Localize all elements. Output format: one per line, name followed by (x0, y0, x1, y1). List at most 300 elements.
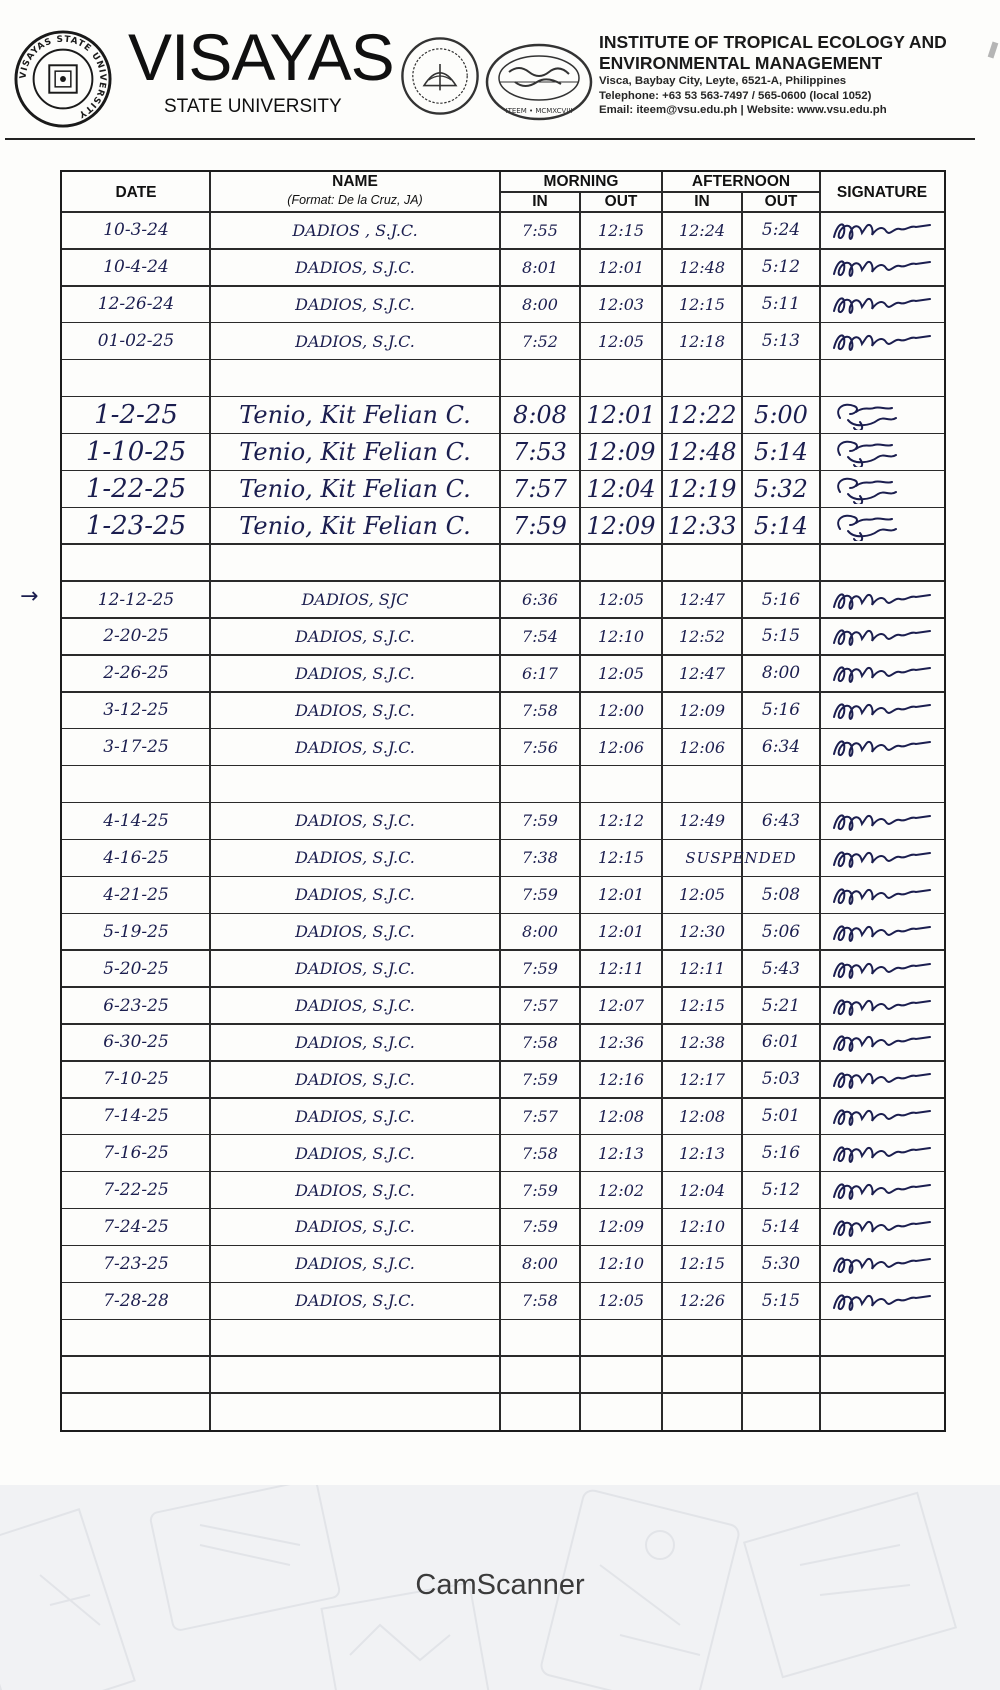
signature-dadios-scribble (830, 1101, 934, 1131)
date-cell: 10-3-24 (103, 220, 169, 241)
signature-dadios-scribble (830, 917, 934, 947)
afternoon-in-cell: 12:08 (678, 1106, 726, 1126)
morning-in-cell: 7:59 (522, 1069, 558, 1089)
date-cell: 6-30-25 (103, 1032, 169, 1053)
name-cell (210, 360, 500, 397)
date-cell: 01-02-25 (97, 331, 175, 352)
name-cell: DADIOS, S.J.C. (295, 1143, 415, 1163)
morning-out-cell: 12:02 (597, 1180, 645, 1200)
morning-out-cell: 12:09 (597, 1217, 645, 1237)
university-title: VISAYAS (128, 20, 394, 94)
university-subtitle: STATE UNIVERSITY (164, 96, 342, 117)
name-cell (210, 1356, 500, 1393)
morning-in-cell: 6:36 (522, 590, 558, 610)
morning-out-cell: 12:01 (597, 922, 645, 942)
date-cell: 4-14-25 (103, 810, 169, 831)
signature-cell (820, 212, 944, 249)
morning-in-cell: 7:59 (522, 811, 558, 831)
morning-in-cell (500, 360, 580, 397)
name-cell (210, 1319, 500, 1356)
institute-address: Visca, Baybay City, Leyte, 6521-A, Philippines (599, 75, 847, 87)
date-cell: 5-20-25 (103, 958, 169, 979)
table-row (62, 1172, 944, 1209)
date-cell: 5-19-25 (103, 921, 169, 942)
afternoon-in-cell: 12:18 (678, 331, 726, 351)
name-cell: Tenio, Kit Felian C. (239, 474, 471, 503)
iteem-seal-logo (485, 42, 593, 122)
name-cell: DADIOS, S.J.C. (295, 996, 415, 1016)
name-cell: DADIOS, S.J.C. (295, 663, 415, 683)
table-row (62, 1356, 944, 1393)
date-cell: 1-10-25 (85, 436, 187, 467)
table-row (62, 212, 944, 249)
afternoon-out-cell: 5:14 (754, 437, 808, 466)
afternoon-in-cell (662, 1356, 742, 1393)
date-cell: 1-2-25 (94, 399, 178, 430)
afternoon-out-cell: 5:24 (761, 220, 801, 241)
morning-out-cell: 12:01 (597, 257, 645, 277)
signature-cell (820, 1282, 944, 1319)
afternoon-out-cell (742, 360, 820, 397)
afternoon-out-cell: 5:43 (761, 958, 801, 979)
scanner-footer (0, 1485, 1000, 1690)
date-cell: 7-16-25 (103, 1143, 169, 1164)
signature-cell (820, 286, 944, 323)
afternoon-in-cell: 12:10 (678, 1217, 726, 1237)
date-cell: 7-28-28 (103, 1290, 169, 1311)
signature-dadios-scribble (830, 215, 934, 245)
signature-dadios-scribble (830, 1286, 934, 1316)
afternoon-out-cell: 5:00 (754, 400, 808, 429)
morning-out-cell: 12:10 (597, 626, 645, 646)
afternoon-out-cell (742, 1356, 820, 1393)
afternoon-out-cell: 5:06 (761, 921, 801, 942)
morning-out-cell (580, 766, 662, 803)
name-cell: DADIOS, S.J.C. (295, 922, 415, 942)
morning-in-cell (500, 766, 580, 803)
signature-dadios-scribble (830, 991, 934, 1021)
afternoon-in-cell: 12:48 (667, 437, 737, 466)
table-row (62, 507, 944, 544)
morning-out-cell: 12:13 (597, 1143, 645, 1163)
morning-in-cell: 6:17 (522, 663, 558, 683)
morning-in-cell: 8:00 (522, 922, 558, 942)
afternoon-out-cell: 5:14 (754, 511, 808, 540)
name-cell: DADIOS, S.J.C. (295, 1106, 415, 1126)
date-cell: 10-4-24 (103, 257, 169, 278)
signature-cell (820, 323, 944, 360)
afternoon-in-cell: 12:52 (678, 626, 726, 646)
name-cell: DADIOS, S.J.C. (295, 848, 415, 868)
morning-in-cell: 7:57 (522, 1106, 558, 1126)
afternoon-in-cell (662, 766, 742, 803)
morning-out-cell: 12:00 (597, 700, 645, 720)
signature-cell (820, 1135, 944, 1172)
name-cell: DADIOS, S.J.C. (295, 331, 415, 351)
table-row (62, 692, 944, 729)
morning-out-cell: 12:36 (597, 1032, 645, 1052)
name-cell: DADIOS, S.J.C. (295, 257, 415, 277)
college-seal-logo (400, 36, 480, 116)
morning-out-cell (580, 360, 662, 397)
date-cell: 2-20-25 (103, 626, 169, 647)
signature-dadios-scribble (830, 880, 934, 910)
morning-out-cell (580, 1319, 662, 1356)
signature-dadios-scribble (830, 326, 934, 356)
date-cell: 12-12-25 (97, 589, 175, 610)
signature-dadios-scribble (830, 1064, 934, 1094)
signature-cell (820, 655, 944, 692)
name-cell: DADIOS, S.J.C. (295, 1254, 415, 1274)
morning-out-cell: 12:01 (597, 885, 645, 905)
name-cell: DADIOS, SJC (301, 590, 409, 610)
morning-in-cell: 7:55 (522, 220, 558, 240)
date-cell: 4-21-25 (103, 884, 169, 905)
name-cell: DADIOS , S.J.C. (292, 220, 418, 240)
signature-cell (820, 729, 944, 766)
date-cell: 12-26-24 (97, 294, 175, 315)
table-row (62, 544, 944, 581)
afternoon-out-cell (742, 1319, 820, 1356)
date-cell: 7-22-25 (103, 1180, 169, 1201)
morning-in-cell: 8:01 (522, 257, 558, 277)
afternoon-out-cell: 5:32 (754, 474, 808, 503)
afternoon-out-cell: 5:16 (761, 1143, 801, 1164)
table-row (62, 766, 944, 803)
afternoon-out-cell (742, 1393, 820, 1430)
table-row (62, 950, 944, 987)
morning-in-cell: 7:57 (522, 996, 558, 1016)
afternoon-in-cell: 12:33 (667, 511, 737, 540)
vsu-seal-logo (14, 30, 112, 128)
morning-out-cell: 12:04 (586, 474, 656, 503)
afternoon-out-cell: 5:30 (761, 1253, 801, 1274)
afternoon-in-cell: 12:38 (678, 1032, 726, 1052)
name-cell: DADIOS, S.J.C. (295, 294, 415, 314)
morning-in-cell: 7:52 (522, 331, 558, 351)
signature-cell (820, 433, 944, 470)
afternoon-out-cell: 5:14 (761, 1216, 801, 1237)
morning-out-cell: 12:03 (597, 294, 645, 314)
signature-dadios-scribble (830, 1138, 934, 1168)
afternoon-out-cell: 6:34 (761, 737, 801, 758)
signature-tenio-scribble (830, 400, 934, 430)
date-cell (62, 766, 210, 803)
afternoon-in-cell: 12:26 (678, 1291, 726, 1311)
date-cell: 1-22-25 (85, 473, 187, 504)
afternoon-in-cell: 12:47 (678, 663, 726, 683)
morning-in-cell: 7:53 (513, 437, 567, 466)
afternoon-in-cell: 12:15 (678, 1254, 726, 1274)
morning-out-cell: 12:09 (586, 437, 656, 466)
header-afternoon-out: OUT (764, 193, 798, 210)
signature-cell (820, 1172, 944, 1209)
name-cell (210, 544, 500, 581)
afternoon-out-cell: 5:21 (761, 995, 801, 1016)
morning-out-cell: 12:15 (597, 220, 645, 240)
signature-dadios-scribble (830, 289, 934, 319)
afternoon-in-cell: 12:24 (678, 220, 726, 240)
morning-in-cell (500, 1319, 580, 1356)
afternoon-in-cell: 12:30 (678, 922, 726, 942)
table-row (62, 655, 944, 692)
afternoon-in-cell (662, 1319, 742, 1356)
date-cell: 1-23-25 (85, 510, 187, 541)
morning-in-cell: 7:58 (522, 1032, 558, 1052)
morning-in-cell: 7:59 (522, 959, 558, 979)
morning-out-cell: 12:07 (597, 996, 645, 1016)
morning-out-cell: 12:01 (586, 400, 656, 429)
date-cell: 4-16-25 (103, 847, 169, 868)
morning-in-cell: 8:00 (522, 1254, 558, 1274)
signature-tenio-scribble (830, 474, 934, 504)
institute-name: INSTITUTE OF TROPICAL ECOLOGY AND ENVIRONMENTAL MANAGEMENT (599, 32, 947, 73)
morning-in-cell: 7:58 (522, 1291, 558, 1311)
name-cell: DADIOS, S.J.C. (295, 811, 415, 831)
signature-cell (820, 618, 944, 655)
table-row (62, 1061, 944, 1098)
morning-out-cell: 12:06 (597, 737, 645, 757)
morning-out-cell (580, 1393, 662, 1430)
table-row (62, 876, 944, 913)
morning-in-cell: 7:56 (522, 737, 558, 757)
table-row (62, 470, 944, 507)
name-cell: Tenio, Kit Felian C. (239, 400, 471, 429)
signature-cell (820, 839, 944, 876)
signature-cell (820, 507, 944, 544)
afternoon-out-cell: 5:15 (761, 626, 801, 647)
name-cell: DADIOS, S.J.C. (295, 1069, 415, 1089)
signature-dadios-scribble (830, 1249, 934, 1279)
morning-in-cell: 7:59 (522, 1217, 558, 1237)
signature-tenio-scribble (830, 511, 934, 541)
seal-ring-text: VISAYAS STATE UNIVERSITY (18, 34, 108, 120)
afternoon-in-cell: 12:49 (678, 811, 726, 831)
afternoon-out-cell: 5:12 (761, 257, 801, 278)
signature-cell (820, 1209, 944, 1246)
institute-telephone: Telephone: +63 53 563-7497 / 565-0600 (local 1052) (599, 89, 872, 102)
morning-out-cell: 12:05 (597, 663, 645, 683)
date-cell: 2-26-25 (103, 663, 169, 684)
table-row (62, 1135, 944, 1172)
camscanner-watermark: CamScanner (415, 1569, 585, 1601)
afternoon-out-cell (742, 544, 820, 581)
signature-dadios-scribble (830, 732, 934, 762)
signature-cell (820, 876, 944, 913)
name-cell: Tenio, Kit Felian C. (239, 511, 471, 540)
signature-dadios-scribble (830, 806, 934, 836)
morning-out-cell (580, 1356, 662, 1393)
table-row (62, 323, 944, 360)
signature-dadios-scribble (830, 843, 934, 873)
afternoon-out-cell (742, 766, 820, 803)
signature-dadios-scribble (830, 621, 934, 651)
signature-cell (820, 581, 944, 618)
afternoon-in-cell (662, 544, 742, 581)
row-marker-arrow-icon: → (20, 583, 39, 609)
signature-dadios-scribble (830, 1175, 934, 1205)
morning-in-cell: 7:54 (522, 626, 558, 646)
afternoon-in-cell: 12:48 (678, 257, 726, 277)
signature-cell (820, 692, 944, 729)
signature-cell (820, 470, 944, 507)
table-row (62, 1024, 944, 1061)
signature-tenio-scribble (830, 437, 934, 467)
signature-dadios-scribble (830, 1212, 934, 1242)
morning-in-cell: 7:59 (522, 885, 558, 905)
signature-dadios-scribble (830, 1027, 934, 1057)
morning-in-cell: 7:38 (522, 848, 558, 868)
afternoon-out-cell: 5:16 (761, 589, 801, 610)
morning-out-cell: 12:15 (597, 848, 645, 868)
morning-out-cell: 12:11 (597, 959, 645, 979)
name-cell: Tenio, Kit Felian C. (239, 437, 471, 466)
afternoon-out-cell: 8:00 (761, 663, 801, 684)
table-row (62, 1282, 944, 1319)
name-cell: DADIOS, S.J.C. (295, 1180, 415, 1200)
afternoon-in-cell: 12:13 (678, 1143, 726, 1163)
afternoon-in-cell: 12:17 (678, 1069, 726, 1089)
signature-cell (820, 1024, 944, 1061)
afternoon-out-cell: 6:43 (761, 810, 801, 831)
afternoon-out-cell: 6:01 (761, 1032, 801, 1053)
table-row (62, 987, 944, 1024)
signature-cell (820, 249, 944, 286)
afternoon-in-cell: 12:09 (678, 700, 726, 720)
morning-in-cell: 8:00 (522, 294, 558, 314)
afternoon-in-cell: 12:19 (667, 474, 737, 503)
signature-cell (820, 803, 944, 840)
date-cell (62, 1393, 210, 1430)
date-cell (62, 360, 210, 397)
signature-cell (820, 913, 944, 950)
signature-cell (820, 397, 944, 434)
date-cell: 6-23-25 (103, 995, 169, 1016)
table-row (62, 286, 944, 323)
morning-out-cell: 12:05 (597, 1291, 645, 1311)
date-cell: 7-10-25 (103, 1069, 169, 1090)
date-cell: 3-17-25 (103, 737, 169, 758)
signature-dadios-scribble (830, 695, 934, 725)
afternoon-in-cell (662, 1393, 742, 1430)
header-afternoon: AFTERNOON (691, 173, 791, 190)
morning-out-cell: 12:12 (597, 811, 645, 831)
signature-dadios-scribble (830, 954, 934, 984)
morning-in-cell: 7:58 (522, 1143, 558, 1163)
morning-in-cell (500, 544, 580, 581)
signature-dadios-scribble (830, 252, 934, 282)
date-cell (62, 1319, 210, 1356)
afternoon-in-cell: 12:11 (678, 959, 726, 979)
morning-in-cell: 7:59 (522, 1180, 558, 1200)
afternoon-in-cell: 12:15 (678, 294, 726, 314)
header-divider (5, 138, 975, 140)
table-row (62, 433, 944, 470)
date-cell: 3-12-25 (103, 700, 169, 721)
table-row (62, 249, 944, 286)
header-name-format: (Format: De la Cruz, JA) (287, 193, 423, 207)
iteem-seal-text: ITEEM • MCMXCVIII (505, 107, 573, 115)
date-cell (62, 544, 210, 581)
date-cell (62, 1356, 210, 1393)
afternoon-out-cell: 5:12 (761, 1180, 801, 1201)
table-row (62, 360, 944, 397)
table-row (62, 618, 944, 655)
header-date: DATE (115, 184, 157, 201)
name-cell: DADIOS, S.J.C. (295, 959, 415, 979)
signature-cell (820, 950, 944, 987)
date-cell: 7-23-25 (103, 1253, 169, 1274)
afternoon-suspended-note: SUSPENDED (685, 848, 797, 867)
afternoon-out-cell: 5:08 (761, 884, 801, 905)
afternoon-in-cell: 12:22 (667, 400, 737, 429)
morning-out-cell (580, 544, 662, 581)
table-row (62, 1098, 944, 1135)
table-row (62, 803, 944, 840)
name-cell: DADIOS, S.J.C. (295, 1217, 415, 1237)
afternoon-in-cell: 12:06 (678, 737, 726, 757)
name-cell (210, 766, 500, 803)
letterhead (0, 0, 1000, 150)
afternoon-out-cell: 5:03 (761, 1069, 801, 1090)
attendance-table (60, 170, 946, 1432)
signature-cell (820, 1245, 944, 1282)
institute-email-website: Email: iteem@vsu.edu.ph | Website: www.vsu.edu.ph (599, 104, 887, 116)
afternoon-out-cell: 5:11 (761, 294, 801, 315)
afternoon-in-cell: 12:05 (678, 885, 726, 905)
morning-in-cell: 8:08 (513, 400, 567, 429)
afternoon-in-cell: 12:04 (678, 1180, 726, 1200)
table-row (62, 729, 944, 766)
morning-in-cell (500, 1393, 580, 1430)
morning-out-cell: 12:05 (597, 590, 645, 610)
afternoon-in-cell: 12:15 (678, 996, 726, 1016)
name-cell: DADIOS, S.J.C. (295, 1291, 415, 1311)
table-row (62, 1393, 944, 1430)
institute-block (599, 32, 999, 118)
header-afternoon-in: IN (694, 193, 710, 210)
table-row (62, 581, 944, 618)
afternoon-out-cell: 5:15 (761, 1290, 801, 1311)
morning-in-cell: 7:58 (522, 700, 558, 720)
morning-out-cell: 12:09 (586, 511, 656, 540)
afternoon-in-cell: 12:47 (678, 590, 726, 610)
name-cell: DADIOS, S.J.C. (295, 626, 415, 646)
morning-out-cell: 12:16 (597, 1069, 645, 1089)
morning-in-cell: 7:57 (513, 474, 567, 503)
morning-out-cell: 12:05 (597, 331, 645, 351)
header-morning: MORNING (543, 173, 619, 190)
name-cell: DADIOS, S.J.C. (295, 1032, 415, 1052)
name-cell (210, 1393, 500, 1430)
morning-in-cell (500, 1356, 580, 1393)
afternoon-out-cell: 5:16 (761, 700, 801, 721)
signature-cell (820, 987, 944, 1024)
table-row (62, 1319, 944, 1356)
name-cell: DADIOS, S.J.C. (295, 737, 415, 757)
date-cell: 7-14-25 (103, 1106, 169, 1127)
afternoon-out-cell: 5:13 (761, 331, 801, 352)
name-cell: DADIOS, S.J.C. (295, 885, 415, 905)
table-row (62, 397, 944, 434)
signature-cell (820, 1098, 944, 1135)
header-morning-out: OUT (604, 193, 638, 210)
header-morning-in: IN (532, 193, 548, 210)
morning-out-cell: 12:08 (597, 1106, 645, 1126)
table-row (62, 1245, 944, 1282)
header-name: NAME (332, 173, 378, 190)
table-row (62, 839, 944, 876)
